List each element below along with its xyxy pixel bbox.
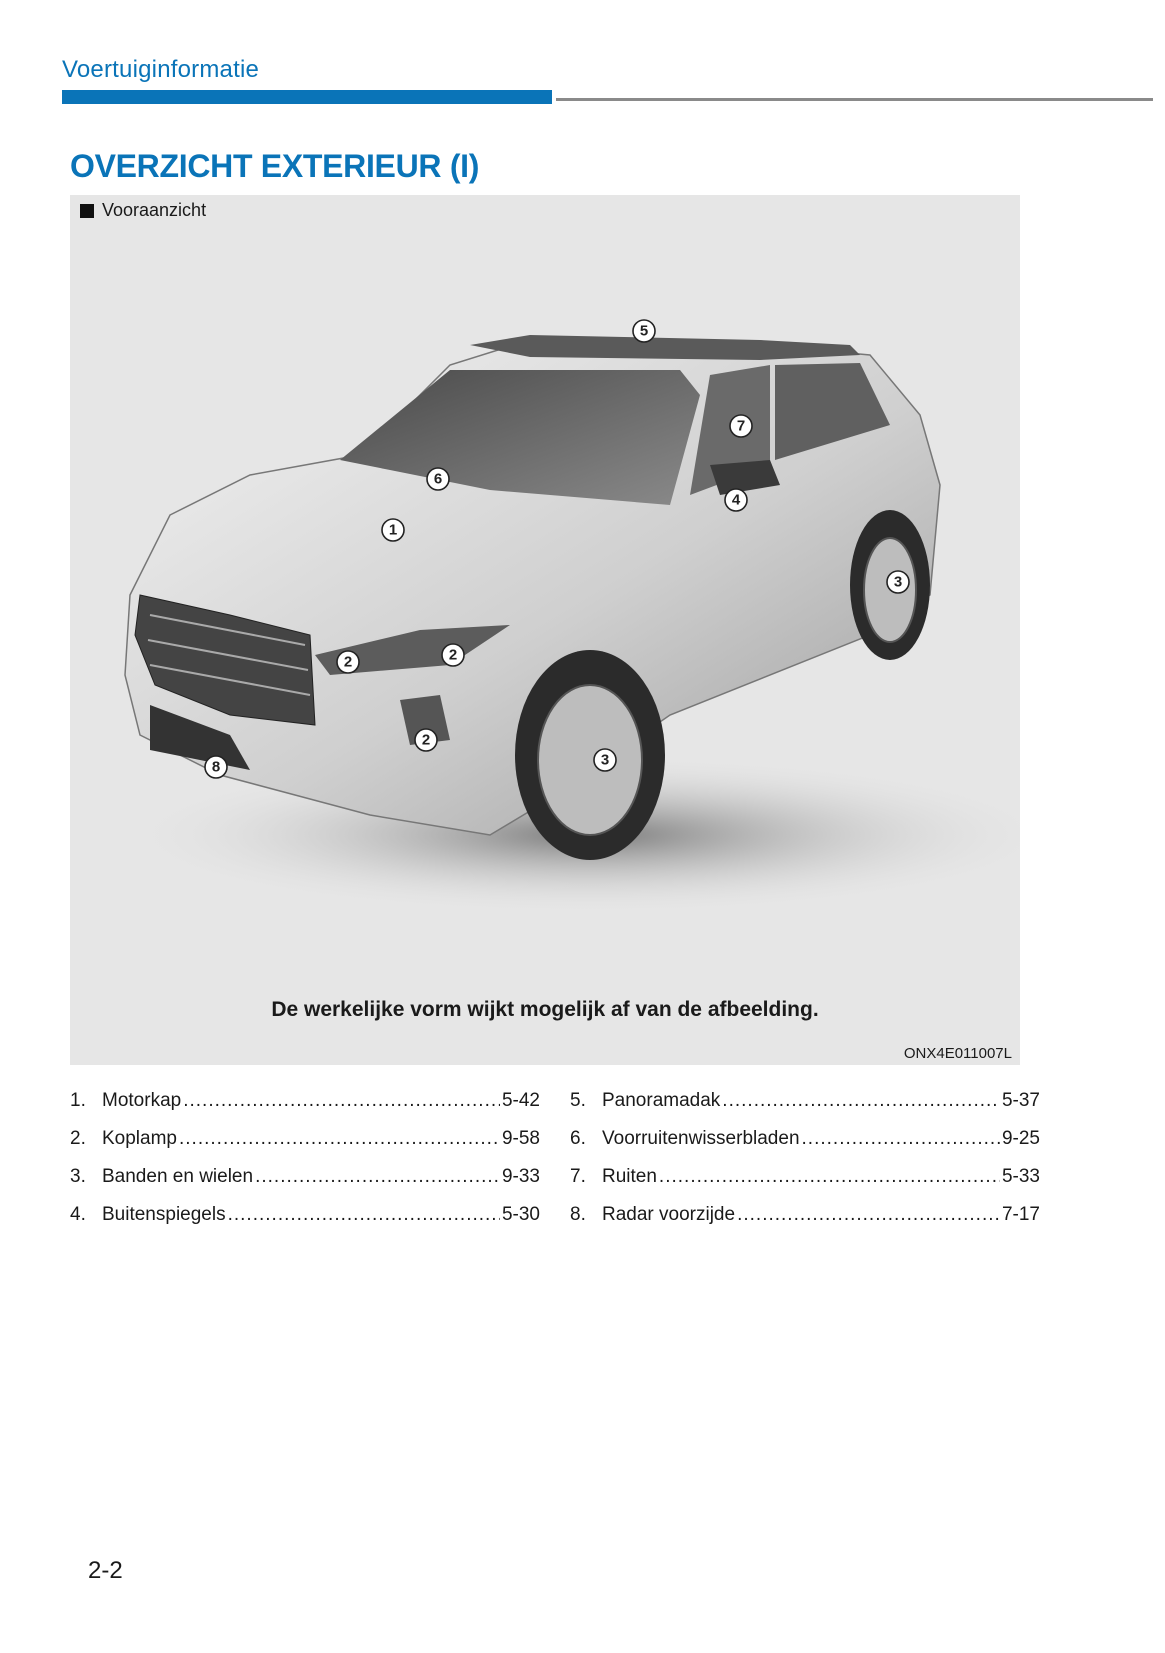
toc-label: Koplamp: [102, 1128, 177, 1149]
square-bullet-icon: [80, 204, 94, 218]
page-heading: OVERZICHT EXTERIEUR (I): [70, 148, 480, 184]
svg-text:3: 3: [893, 573, 903, 591]
toc-left-column: [70, 1090, 540, 1242]
toc-right-column: [570, 1090, 1040, 1242]
toc-label: Buitenspiegels: [102, 1204, 226, 1225]
dot-leader: [179, 1128, 500, 1150]
dot-leader: [255, 1166, 500, 1188]
callout-2: [442, 644, 464, 666]
svg-text:3: 3: [600, 751, 610, 769]
svg-text:2: 2: [421, 731, 431, 749]
figure-disclaimer: De werkelijke vorm wijkt mogelijk af van de afbeelding.: [271, 998, 819, 1021]
svg-text:7: 7: [736, 417, 746, 435]
toc-label: Motorkap: [102, 1090, 182, 1111]
toc-item: 5. Panoramadak ..... 5-37: [570, 1090, 1040, 1128]
view-label: [80, 200, 206, 221]
header-rule: [556, 98, 1153, 101]
toc-item: 7. Ruiten ..... 5-33: [570, 1166, 1040, 1204]
page-number: 2-2: [88, 1557, 123, 1584]
dot-leader: [737, 1204, 1000, 1226]
svg-text:5: 5: [639, 322, 649, 340]
toc-label: Voorruitenwisserbladen: [602, 1128, 800, 1149]
toc-item: 2. Koplamp ..... 9-58: [70, 1128, 540, 1166]
callout-2: [415, 729, 437, 751]
toc-page-ref: 7-17: [1001, 1204, 1040, 1225]
callout-3: [594, 749, 616, 771]
toc-label: Ruiten: [602, 1166, 657, 1187]
svg-text:2: 2: [343, 653, 353, 671]
callout-7: [730, 415, 752, 437]
toc-page-ref: 5-30: [501, 1204, 540, 1225]
svg-text:4: 4: [731, 491, 741, 509]
header-rule-accent: [62, 90, 552, 104]
svg-text:1: 1: [388, 521, 398, 539]
toc-item: 8. Radar voorzijde ..... 7-17: [570, 1204, 1040, 1242]
toc-page-ref: 5-33: [1001, 1166, 1040, 1187]
callout-2: [337, 651, 359, 673]
dot-leader: [722, 1090, 1000, 1112]
toc-item: 4. Buitenspiegels ..... 5-30: [70, 1204, 540, 1242]
svg-text:2: 2: [448, 646, 458, 664]
dot-leader: [802, 1128, 1000, 1150]
vehicle-figure: [70, 195, 1020, 1065]
toc-item: 3. Banden en wielen ..... 9-33: [70, 1166, 540, 1204]
svg-text:8: 8: [211, 758, 221, 776]
dot-leader: [183, 1090, 500, 1112]
dot-leader: [228, 1204, 500, 1226]
toc-label: Banden en wielen: [102, 1166, 254, 1187]
callout-8: [205, 756, 227, 778]
callout-4: [725, 489, 747, 511]
toc-page-ref: 9-25: [1001, 1128, 1040, 1149]
toc-item: 6. Voorruitenwisserbladen ..... 9-25: [570, 1128, 1040, 1166]
toc-page-ref: 5-42: [501, 1090, 540, 1111]
toc-label: Panoramadak: [602, 1090, 721, 1111]
toc-page-ref: 9-33: [501, 1166, 540, 1187]
callout-3: [887, 571, 909, 593]
toc-page-ref: 5-37: [1001, 1090, 1040, 1111]
callout-1: [382, 519, 404, 541]
figure-code: ONX4E011007L: [903, 1045, 1012, 1062]
section-title: Voertuiginformatie: [62, 56, 260, 83]
toc-item: 1. Motorkap ..... 5-42: [70, 1090, 540, 1128]
svg-text:6: 6: [433, 470, 443, 488]
callout-6: [427, 468, 449, 490]
callout-5: [633, 320, 655, 342]
toc-label: Radar voorzijde: [602, 1204, 736, 1225]
view-label-text: Vooraanzicht: [102, 200, 207, 220]
dot-leader: [659, 1166, 1000, 1188]
car-illustration: [70, 195, 1020, 995]
toc-page-ref: 9-58: [501, 1128, 540, 1149]
